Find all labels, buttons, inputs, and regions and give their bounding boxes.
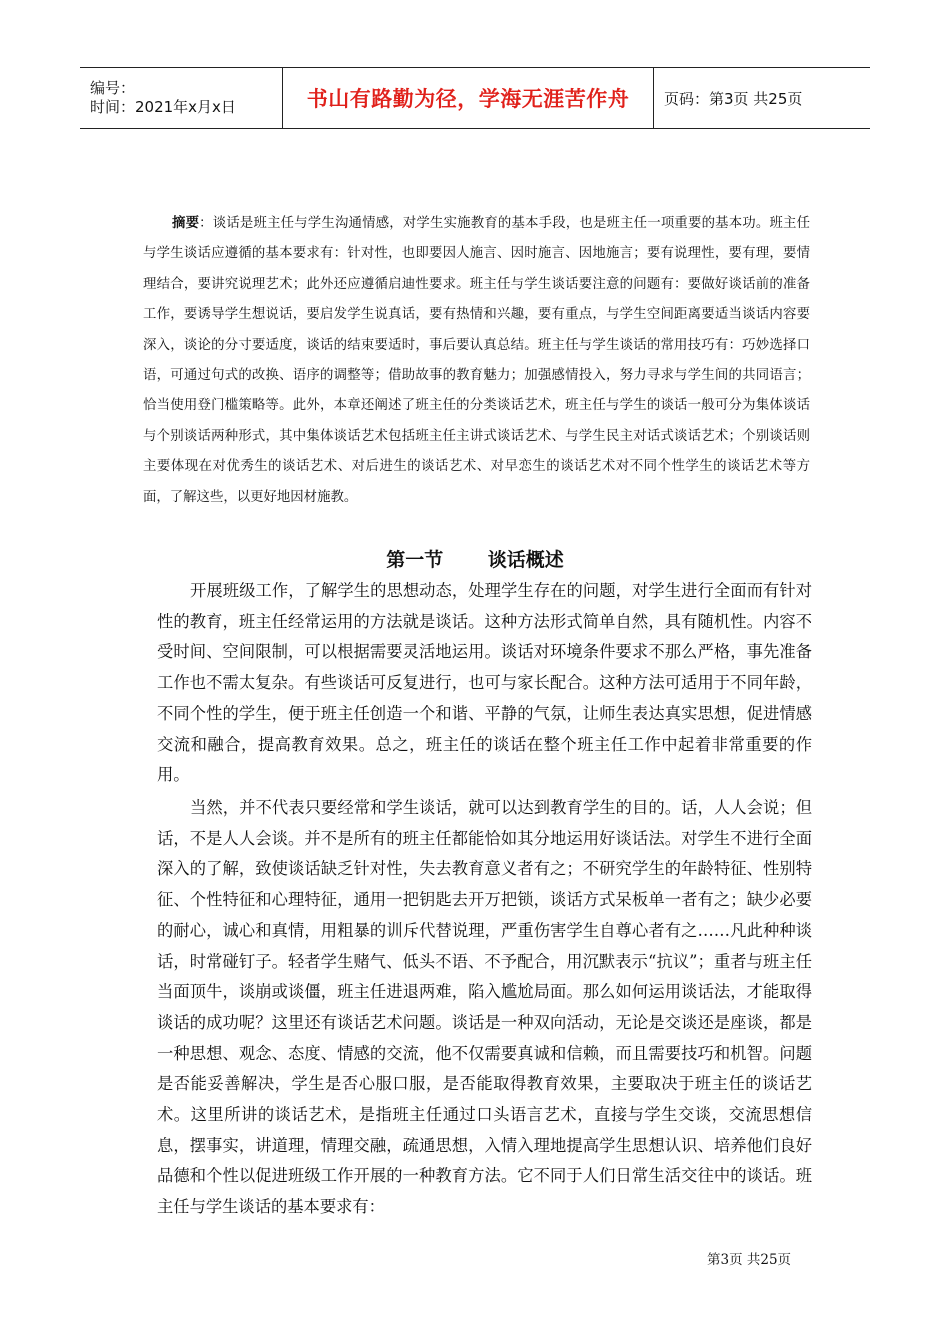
header-motto: 书山有路勤为径，学海无涯苦作舟 [306, 87, 630, 111]
header-page-number: 页码：第3页 共25页 [664, 89, 803, 108]
document-time-label: 时间：2021年x月x日 [90, 98, 236, 116]
page-header [80, 67, 870, 129]
header-motto-cell [282, 68, 654, 128]
document-number-label: 编号： [90, 79, 136, 97]
body-paragraph-2: 当然，并不代表只要经常和学生谈话，就可以达到教育学生的目的。话，人人会说；但话，不是人人会谈。并不是所有的班主任都能恰如其分地运用好谈话法。对学生不进行全面深入的了解，致使谈话缺乏针对性，失去教育意义者有之；不研究学生的年龄特征、性别特征、个性特征和心理特征，通用一把钥匙去开万把锁，谈话方式呆板单一者有之；缺少必要的耐心，诚心和真情，用粗暴的训斥代替说理，严重伤害学生自尊心者有之……凡此种种谈话，时常碰钉子。轻者学生赌气、低头不语、不予配合，用沉默表示“抗议”；重者与班主任当面顶牛，谈崩或谈僵，班主任进退两难，陷入尴尬局面。那么如何运用谈话法，才能取得谈话的成功呢？这里还有谈话艺术问题。谈话是一种双向活动，无论是交谈还是座谈，都是一种思想、观念、态度、情感的交流，他不仅需要真诚和信赖，而且需要技巧和机智。问题是否能妥善解决，学生是否心服口服，是否能取得教育效果，主要取决于班主任的谈话艺术。这里所讲的谈话艺术，是指班主任通过口头语言艺术，直接与学生交谈，交流思想信息，摆事实，讲道理，情理交融，疏通思想，入情入理地提高学生思想认识、培养他们良好品德和个性以促进班级工作开展的一种教育方法。它不同于人们日常生活交往中的谈话。班主任与学生谈话的基本要求有： [157, 798, 812, 1217]
header-page-cell [654, 68, 870, 128]
footer-page-number: 第3页 共25页 [707, 1252, 792, 1268]
abstract [143, 208, 810, 513]
abstract-label: 摘要 [172, 215, 200, 231]
body-paragraph-1: 开展班级工作，了解学生的思想动态，处理学生存在的问题，对学生进行全面而有针对性的教育，班主任经常运用的方法就是谈话。这种方法形式简单自然，具有随机性。内容不受时间、空间限制，可以根据需要灵活地运用。谈话对环境条件要求不那么严格，事先准备工作也不需太复杂。有些谈话可反复进行，也可与家长配合。这种方法可适用于不同年龄，不同个性的学生，便于班主任创造一个和谐、平静的气氛，让师生表达真实思想，促进情感交流和融合，提高教育效果。总之，班主任的谈话在整个班主任工作中起着非常重要的作用。 [157, 581, 812, 785]
abstract-text: ：谈话是班主任与学生沟通情感，对学生实施教育的基本手段，也是班主任一项重要的基本功。班主任与学生谈话应遵循的基本要求有：针对性，也即要因人施言、因时施言、因地施言；要有说理性，要有理，要情理结合，要讲究说理艺术；此外还应遵循启迪性要求。班主任与学生谈话要注意的问题有：要做好谈话前的准备工作，要诱导学生想说话，要启发学生说真话，要有热情和兴趣，要有重点，与学生空间距离要适当谈话内容要深入，谈论的分寸要适度，谈话的结束要适时，事后要认真总结。班主任与学生谈话的常用技巧有：巧妙选择口语，可通过句式的改换、语序的调整等；借助故事的教育魅力；加强感情投入，努力寻求与学生间的共同语言；恰当使用登门槛策略等。此外，本章还阐述了班主任的分类谈话艺术，班主任与学生的谈话一般可分为集体谈话与个别谈话两种形式，其中集体谈话艺术包括班主任主讲式谈话艺术、与学生民主对话式谈话艺术；个别谈话则主要体现在对优秀生的谈话艺术、对后进生的谈话艺术、对早恋生的谈话艺术对不同个性学生的谈话艺术等方面，了解这些，以更好地因材施教。 [143, 216, 811, 505]
section-title: 第一节 谈话概述 [386, 549, 564, 571]
header-meta [80, 68, 282, 128]
